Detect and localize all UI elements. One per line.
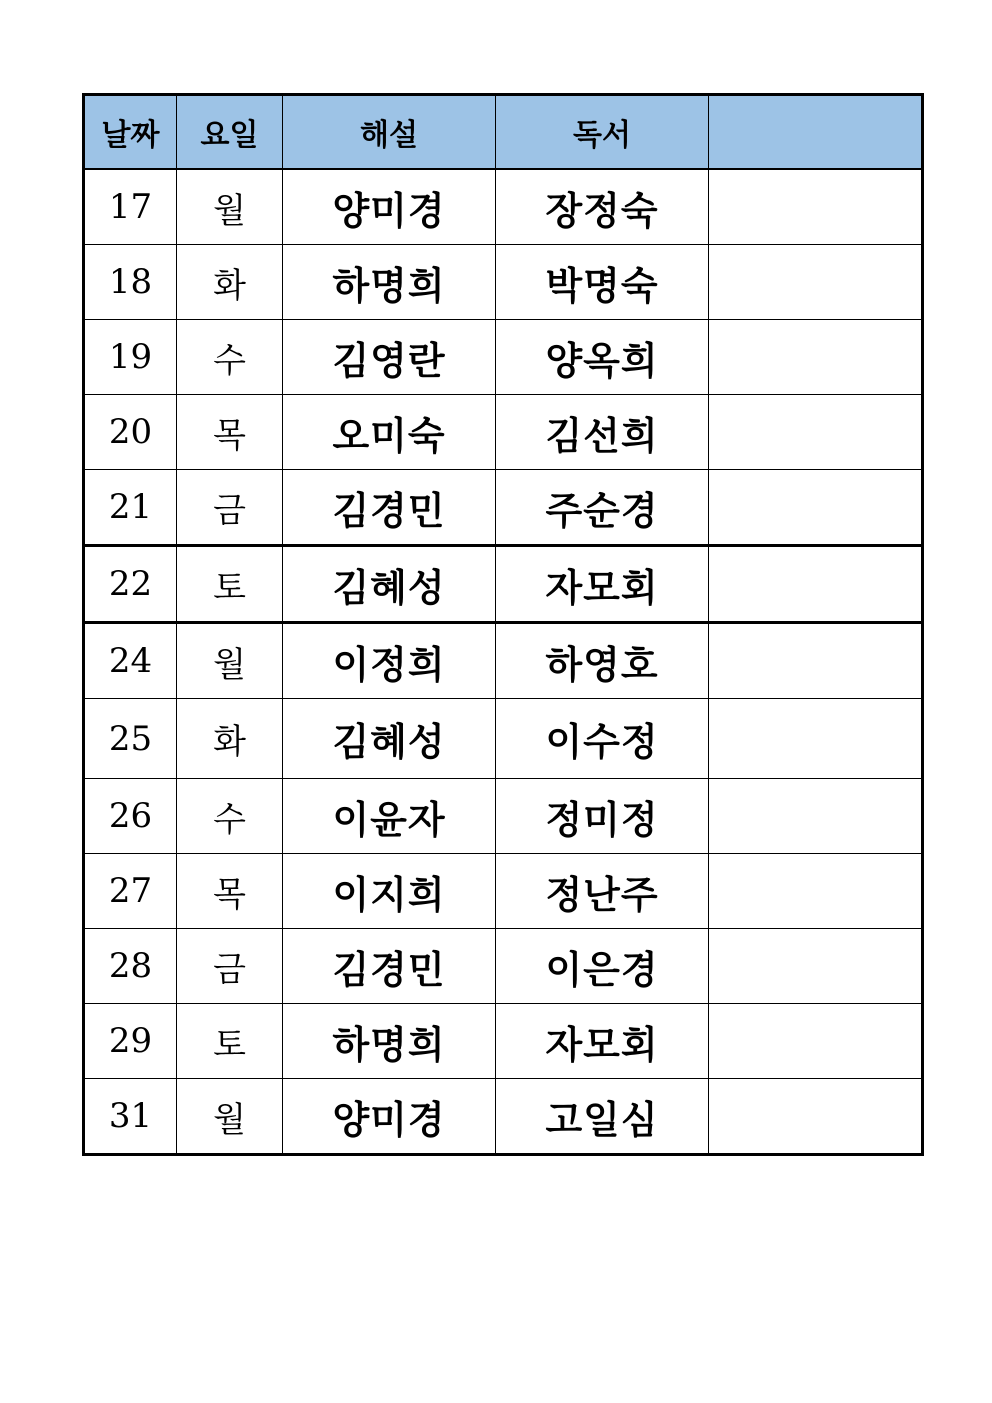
cell-day: 화 <box>177 245 283 320</box>
cell-day: 토 <box>177 1004 283 1079</box>
cell-reading: 이은경 <box>496 929 709 1004</box>
table-header <box>84 95 923 170</box>
cell-extra <box>709 779 923 854</box>
cell-extra <box>709 1079 923 1155</box>
cell-commentary: 오미숙 <box>283 395 496 470</box>
cell-date: 19 <box>84 320 177 395</box>
header-day: 요일 <box>177 95 283 170</box>
cell-extra <box>709 854 923 929</box>
table-row <box>84 1079 923 1155</box>
cell-reading: 고일심 <box>496 1079 709 1155</box>
schedule-table <box>82 93 924 1156</box>
table-row <box>84 699 923 779</box>
header-commentary: 해설 <box>283 95 496 170</box>
cell-reading: 장정숙 <box>496 169 709 245</box>
cell-day: 토 <box>177 546 283 623</box>
table-row <box>84 320 923 395</box>
cell-extra <box>709 623 923 699</box>
cell-reading: 자모회 <box>496 546 709 623</box>
cell-day: 화 <box>177 699 283 779</box>
cell-day: 목 <box>177 395 283 470</box>
cell-date: 17 <box>84 169 177 245</box>
table-row <box>84 546 923 623</box>
cell-reading: 김선희 <box>496 395 709 470</box>
cell-commentary: 양미경 <box>283 169 496 245</box>
cell-extra <box>709 470 923 546</box>
cell-day: 금 <box>177 470 283 546</box>
cell-date: 21 <box>84 470 177 546</box>
cell-extra <box>709 245 923 320</box>
header-extra <box>709 95 923 170</box>
cell-reading: 이수정 <box>496 699 709 779</box>
cell-date: 28 <box>84 929 177 1004</box>
cell-day: 월 <box>177 169 283 245</box>
cell-commentary: 김혜성 <box>283 546 496 623</box>
cell-day: 월 <box>177 623 283 699</box>
cell-date: 18 <box>84 245 177 320</box>
cell-day: 수 <box>177 320 283 395</box>
cell-extra <box>709 929 923 1004</box>
table-row <box>84 929 923 1004</box>
cell-date: 29 <box>84 1004 177 1079</box>
table-row <box>84 245 923 320</box>
cell-extra <box>709 1004 923 1079</box>
cell-reading: 주순경 <box>496 470 709 546</box>
cell-reading: 자모회 <box>496 1004 709 1079</box>
cell-commentary: 김경민 <box>283 470 496 546</box>
cell-commentary: 하명희 <box>283 1004 496 1079</box>
cell-extra <box>709 699 923 779</box>
cell-extra <box>709 546 923 623</box>
header-reading: 독서 <box>496 95 709 170</box>
cell-commentary: 이지희 <box>283 854 496 929</box>
cell-date: 25 <box>84 699 177 779</box>
table-row <box>84 470 923 546</box>
cell-date: 22 <box>84 546 177 623</box>
cell-commentary: 김혜성 <box>283 699 496 779</box>
cell-extra <box>709 169 923 245</box>
table-row <box>84 779 923 854</box>
table-row <box>84 1004 923 1079</box>
cell-date: 27 <box>84 854 177 929</box>
cell-commentary: 김영란 <box>283 320 496 395</box>
cell-commentary: 이윤자 <box>283 779 496 854</box>
table-row <box>84 623 923 699</box>
header-date: 날짜 <box>84 95 177 170</box>
cell-extra <box>709 395 923 470</box>
cell-commentary: 김경민 <box>283 929 496 1004</box>
cell-date: 31 <box>84 1079 177 1155</box>
cell-reading: 박명숙 <box>496 245 709 320</box>
cell-commentary: 이정희 <box>283 623 496 699</box>
cell-commentary: 하명희 <box>283 245 496 320</box>
cell-reading: 하영호 <box>496 623 709 699</box>
cell-date: 26 <box>84 779 177 854</box>
cell-commentary: 양미경 <box>283 1079 496 1155</box>
cell-day: 월 <box>177 1079 283 1155</box>
cell-reading: 양옥희 <box>496 320 709 395</box>
cell-date: 24 <box>84 623 177 699</box>
cell-date: 20 <box>84 395 177 470</box>
cell-reading: 정난주 <box>496 854 709 929</box>
cell-extra <box>709 320 923 395</box>
cell-day: 수 <box>177 779 283 854</box>
table-row <box>84 169 923 245</box>
table-body <box>84 169 923 1155</box>
cell-day: 금 <box>177 929 283 1004</box>
table-row <box>84 854 923 929</box>
header-row <box>84 95 923 170</box>
cell-day: 목 <box>177 854 283 929</box>
cell-reading: 정미정 <box>496 779 709 854</box>
table-row <box>84 395 923 470</box>
